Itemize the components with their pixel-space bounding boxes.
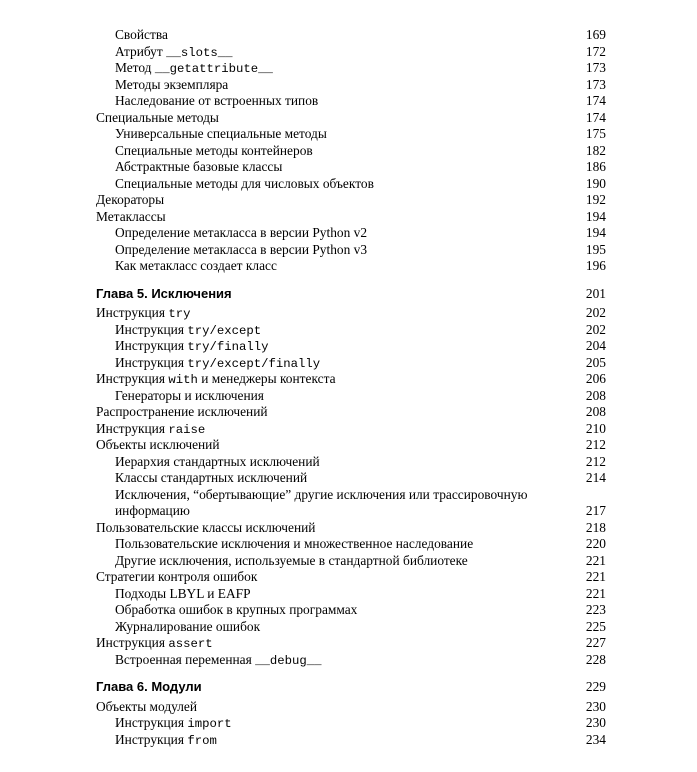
toc-entry <box>0 420 697 437</box>
toc-entry <box>0 257 697 274</box>
title-text: Свойства <box>115 27 168 42</box>
toc-entry-title <box>115 241 367 258</box>
toc-entry <box>0 175 697 192</box>
toc-page-number: 208 <box>585 387 606 403</box>
toc-page-number: 208 <box>585 404 606 419</box>
toc-entry <box>0 698 697 715</box>
toc-page-number: 225 <box>585 618 606 634</box>
toc-page-number: 204 <box>585 338 606 353</box>
toc-page-number: 175 <box>585 126 606 141</box>
title-text: Инструкция <box>115 338 188 353</box>
code-fragment: __slots__ <box>166 45 233 60</box>
toc-entry-title <box>115 535 473 552</box>
title-text: Определение метакласса в версии Python v3 <box>115 241 368 257</box>
title-text: Журналирование ошибок <box>115 618 261 634</box>
toc-entry-title <box>96 436 220 453</box>
title-text: Атрибут <box>115 43 167 59</box>
toc-page-number: 212 <box>585 437 606 452</box>
toc-entry <box>0 109 697 126</box>
title-text: Классы стандартных исключений <box>115 470 308 485</box>
title-text: Инструкция <box>96 420 169 436</box>
title-text: Метод <box>115 60 155 75</box>
toc-entry <box>0 321 697 338</box>
toc-entry <box>0 453 697 470</box>
title-text: Универсальные специальные методы <box>115 126 327 141</box>
title-text: Генераторы и исключения <box>115 387 264 403</box>
toc-page-number: 229 <box>585 679 606 694</box>
toc-entry-title <box>115 224 367 241</box>
toc-entry <box>0 403 697 420</box>
title-text: Инструкция <box>115 354 188 370</box>
title-text: Стратегии контроля ошибок <box>96 569 258 584</box>
toc-page-number: 182 <box>585 142 606 158</box>
toc-entry-title <box>115 125 327 142</box>
toc-entry <box>0 208 697 225</box>
toc-entry <box>0 43 697 60</box>
code-fragment: try <box>168 307 191 321</box>
title-text: Встроенная переменная <box>115 651 256 667</box>
toc-entry-title <box>115 651 322 670</box>
title-text: Специальные методы для числовых объектов <box>115 175 374 191</box>
toc-entry <box>0 568 697 585</box>
toc-entry <box>0 76 697 93</box>
toc-entry <box>0 224 697 241</box>
title-text: Декораторы <box>96 192 165 207</box>
toc-chapter-heading <box>0 678 697 695</box>
toc-entry-title <box>115 618 260 635</box>
toc-entry <box>0 585 697 602</box>
toc-page-number: 192 <box>585 192 606 207</box>
toc-entry-title <box>96 678 202 695</box>
title-text: Объекты модулей <box>96 698 198 714</box>
toc-entry <box>0 142 697 159</box>
title-text: Инструкция <box>96 305 169 320</box>
toc-entry <box>0 354 697 371</box>
title-text: Методы экземпляра <box>115 76 229 92</box>
toc-entry-title <box>115 453 320 470</box>
toc-entry-title <box>96 285 232 302</box>
toc-entry <box>0 634 697 651</box>
toc-page-number: 174 <box>585 93 606 108</box>
toc-entry-title <box>115 387 264 404</box>
toc-entry-title <box>115 731 217 750</box>
title-text: Специальные методы <box>96 109 219 125</box>
title-text: Исключения, “обертывающие” другие исключения или трассировочную <box>115 486 528 502</box>
toc-entry-title <box>115 502 190 519</box>
toc-page-number: 223 <box>585 602 606 617</box>
toc-page-number: 190 <box>585 175 606 191</box>
toc-page-number: 206 <box>585 371 606 386</box>
toc-page-number: 194 <box>585 225 606 240</box>
toc-entry <box>0 337 697 354</box>
toc-page-number: 196 <box>585 258 606 273</box>
toc-entry <box>0 304 697 321</box>
toc-entry <box>0 618 697 635</box>
toc-entry-title <box>115 175 374 192</box>
code-fragment: raise <box>168 422 206 437</box>
toc-entry-title <box>96 568 257 585</box>
title-text: Подходы LBYL и EAFP <box>115 585 251 601</box>
toc-entry-title <box>115 486 527 503</box>
toc-page-number: 214 <box>585 470 606 485</box>
toc-entry-title <box>96 109 219 126</box>
toc-entry-title <box>115 601 357 618</box>
code-fragment: try/except <box>187 323 262 338</box>
title-text: Инструкция <box>115 321 188 337</box>
code-fragment: try/except/finally <box>187 356 321 371</box>
toc-page-number: 173 <box>585 76 606 92</box>
title-text: Пользовательские классы исключений <box>96 519 316 535</box>
title-text: Инструкция <box>96 371 169 386</box>
toc-page-number: 202 <box>585 305 606 320</box>
toc-page-number: 194 <box>585 208 606 224</box>
toc-page-number: 228 <box>585 651 606 667</box>
toc-page-number: 201 <box>585 285 606 301</box>
toc-entry-title <box>96 208 166 225</box>
toc-entry <box>0 601 697 618</box>
toc-chapter-heading <box>0 285 697 302</box>
toc-page-number: 220 <box>585 536 606 551</box>
toc-entry <box>0 125 697 142</box>
toc-entry <box>0 535 697 552</box>
toc-entry <box>0 241 697 258</box>
toc-entry-title <box>115 142 313 159</box>
toc-entry <box>0 191 697 208</box>
toc-page-number: 169 <box>585 27 606 42</box>
toc-page-number: 221 <box>585 569 606 584</box>
title-text: информацию <box>115 503 190 518</box>
toc-entry-title <box>96 191 164 208</box>
toc-page-number: 210 <box>585 420 606 436</box>
toc-page-number: 174 <box>585 109 606 125</box>
toc-entry-title <box>96 403 268 420</box>
title-text: Инструкция <box>96 635 169 650</box>
toc-page-number: 234 <box>585 731 606 747</box>
code-fragment: from <box>187 733 217 748</box>
title-text: Другие исключения, используемые в стандартной библиотеке <box>115 552 468 568</box>
toc-entry <box>0 26 697 43</box>
toc-entry-title <box>115 552 468 569</box>
toc-entry <box>0 731 697 748</box>
toc-page-number: 218 <box>585 519 606 535</box>
code-fragment: assert <box>168 637 213 651</box>
toc-entry-title <box>115 585 251 602</box>
toc-entry <box>0 59 697 76</box>
title-text: Глава 5. Исключения <box>96 285 232 301</box>
title-text: Иерархия стандартных исключений <box>115 453 320 469</box>
title-text: Объекты исключений <box>96 437 220 452</box>
toc-entry <box>0 92 697 109</box>
toc-page-number: 195 <box>585 241 606 257</box>
toc-page-number: 221 <box>585 552 606 568</box>
toc-entry <box>0 552 697 569</box>
toc-entry <box>0 436 697 453</box>
toc-page-number: 186 <box>585 159 606 174</box>
toc-entry <box>0 469 697 486</box>
toc-entry <box>0 502 697 519</box>
title-text: Абстрактные базовые классы <box>115 159 283 174</box>
toc-entry-title <box>115 26 168 43</box>
toc-entry-title <box>115 257 277 274</box>
toc-page-number: 230 <box>585 715 606 730</box>
code-fragment: try/finally <box>187 340 269 354</box>
title-text: Глава 6. Модули <box>96 679 202 694</box>
title-text: Инструкция <box>115 731 188 747</box>
title-text: и менеджеры контекста <box>197 371 336 386</box>
toc-entry-title <box>115 92 318 109</box>
toc-page-number: 205 <box>585 354 606 370</box>
toc-page-number: 221 <box>585 585 606 601</box>
toc-page-number: 227 <box>585 635 606 650</box>
toc-entry <box>0 387 697 404</box>
code-fragment: with <box>168 373 198 387</box>
toc-page-number: 202 <box>585 321 606 337</box>
title-text: Пользовательские исключения и множественное наследование <box>115 536 474 551</box>
toc-entry-title <box>115 469 307 486</box>
toc-entry <box>0 370 697 387</box>
code-fragment: __debug__ <box>255 653 322 668</box>
toc-page-number: 212 <box>585 453 606 469</box>
title-text: Обработка ошибок в крупных программах <box>115 602 358 617</box>
toc-entry-title <box>115 158 282 175</box>
toc-entry <box>0 158 697 175</box>
title-text: Как метакласс создает класс <box>115 258 277 273</box>
title-text: Инструкция <box>115 715 188 730</box>
toc-page-number: 217 <box>585 503 606 518</box>
title-text: Распространение исключений <box>96 404 268 419</box>
title-text: Специальные методы контейнеров <box>115 142 313 158</box>
code-fragment: import <box>187 717 232 731</box>
toc-entry <box>0 651 697 668</box>
toc-entry-title <box>96 698 197 715</box>
toc-entry-title <box>115 76 228 93</box>
toc-entry <box>0 519 697 536</box>
toc-page-number: 172 <box>585 43 606 59</box>
toc-page-number: 230 <box>585 698 606 714</box>
title-text: Метаклассы <box>96 208 166 224</box>
toc-entry <box>0 486 697 503</box>
toc-page-number: 173 <box>585 60 606 75</box>
toc-entry-title <box>96 519 315 536</box>
toc-entry <box>0 714 697 731</box>
title-text: Определение метакласса в версии Python v2 <box>115 225 368 240</box>
code-fragment: __getattribute__ <box>154 62 273 76</box>
title-text: Наследование от встроенных типов <box>115 93 319 108</box>
